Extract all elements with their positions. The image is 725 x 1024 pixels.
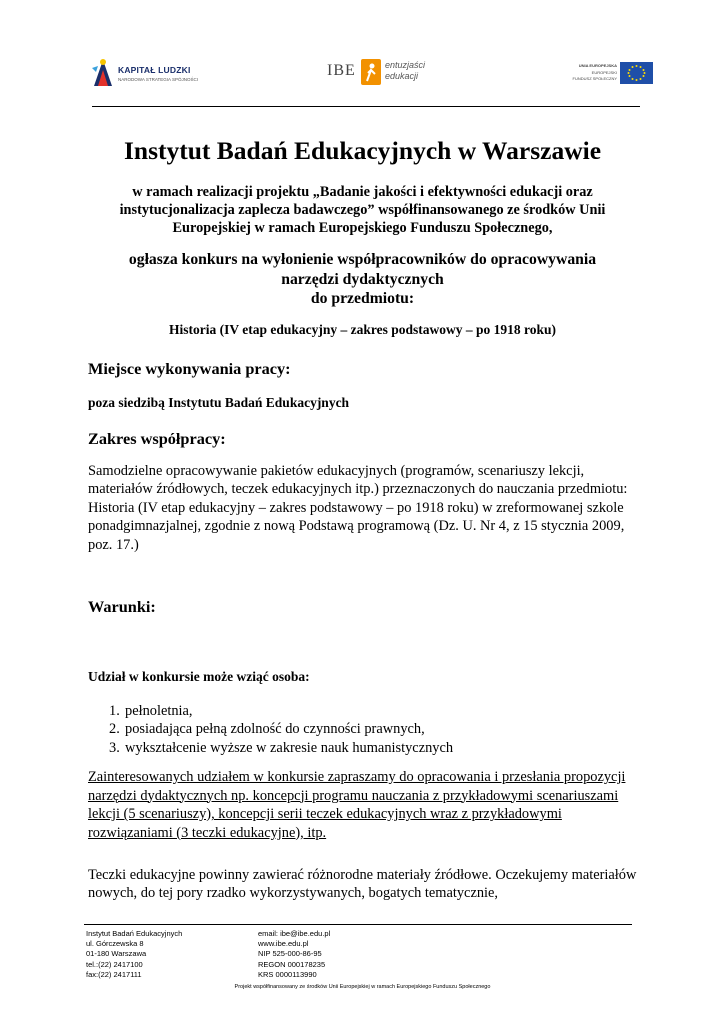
list-item: [88, 702, 588, 720]
list-item-number: 2.: [109, 721, 120, 738]
kapital-ludzki-tagline: NARODOWA STRATEGIA SPÓJNOŚCI: [118, 77, 199, 82]
list-item-number: 3.: [109, 739, 120, 756]
eu-line-3: FUNDUSZ SPOŁECZNY: [572, 76, 617, 81]
section-heading-scope: Zakres współpracy:: [88, 429, 226, 448]
footer-city: 01-180 Warszawa: [86, 949, 147, 959]
footer-krs: KRS 0000113990: [258, 969, 317, 979]
list-item: [88, 739, 588, 757]
eu-logo: [556, 60, 653, 88]
announcement-line-1: ogłasza konkurs na wyłonienie współpracowników do opracowywania: [128, 251, 597, 268]
section-text-place: poza siedzibą Instytutu Badań Edukacyjnych: [88, 395, 350, 410]
page-title: Instytut Badań Edukacyjnych w Warszawie: [123, 136, 602, 165]
funding-note: Projekt współfinansowany ze środków Unii Europejskiej w ramach Europejskiego Funduszu Społecznego: [234, 984, 491, 990]
kapital-ludzki-name: KAPITAŁ LUDZKI: [118, 65, 191, 75]
eu-flag-icon: [620, 62, 653, 84]
section-text-scope: Samodzielne opracowywanie pakietów edukacyjnych (programów, scenariuszy lekcji, materiałów źródłowych, teczek edukacyjnych itp.) przeznaczonych do nauczania przedmiotu: Historia (IV etap edukacyjny – zakres podstawowy – po 1918 roku) w zreformowanej szkole ponadgimnazjalnej, zgodnie z nową Podstawą programową (Dz. U. Nr 4, z 15 stycznia 2009, poz. 17.): [88, 463, 628, 553]
announcement-line-3: do przedmiotu:: [310, 290, 415, 307]
eligibility-intro: Udział w konkursie może wziąć osoba:: [88, 669, 310, 684]
ibe-figure-icon: [361, 59, 381, 85]
announcement: [100, 250, 625, 309]
eu-line-1: UNIA EUROPEJSKA: [578, 63, 617, 68]
section-heading-conditions: Warunki:: [88, 597, 156, 616]
footer-contact: [258, 929, 330, 980]
conditions-list: [88, 702, 588, 757]
list-item-number: 1.: [109, 703, 120, 719]
footer-phone: tel.:(22) 2417100: [86, 959, 143, 969]
subject-line: Historia (IV etap edukacyjny – zakres podstawowy – po 1918 roku): [168, 322, 557, 337]
list-item: [88, 720, 588, 738]
footer-institution: Instytut Badań Edukacyjnych: [86, 929, 183, 938]
footer-fax: fax:(22) 2417111: [86, 969, 142, 979]
eu-line-2: EUROPEJSKI: [591, 70, 617, 75]
ibe-tagline-2: edukacji: [385, 71, 419, 81]
list-item-text: pełnoletnia,: [125, 703, 193, 719]
footer-street: ul. Górczewska 8: [86, 939, 144, 949]
kapital-ludzki-logo: [92, 56, 202, 90]
footer-divider: [84, 924, 632, 925]
footer-nip: NIP 525-000-86-95: [258, 949, 322, 959]
ibe-acronym: IBE: [327, 62, 356, 79]
footer-regon: REGON 000178235: [258, 959, 326, 969]
header-divider: [92, 106, 640, 107]
ibe-tagline-1: entuzjaści: [385, 60, 426, 70]
footer-address: [86, 929, 182, 980]
section-heading-place: Miejsce wykonywania pracy:: [88, 359, 291, 378]
footer-website: www.ibe.edu.pl: [258, 939, 309, 949]
announcement-line-2: narzędzi dydaktycznych: [281, 270, 444, 288]
footer-email: email: ibe@ibe.edu.pl: [258, 929, 331, 938]
ibe-logo: [327, 56, 437, 90]
invitation-text: Zainteresowanych udziałem w konkursie zapraszamy do opracowania i przesłania propozycji narzędzi dydaktycznych np. koncepcji programu nauczania z przykładowymi scenariuszami lekcji (5 scenariuszy), koncepcji serii teczek edukacyjnych wraz z przykładowymi rozwiązaniami (3 teczki edukacyjne), itp.: [88, 769, 626, 841]
list-item-text: wykształcenie wyższe w zakresie nauk humanistycznych: [125, 739, 454, 756]
list-item-text: posiadająca pełną zdolność do czynności prawnych,: [125, 721, 425, 738]
kapital-ludzki-icon: [92, 56, 114, 88]
project-intro: w ramach realizacji projektu „Badanie jakości i efektywności edukacji oraz instytucjonalizacja zaplecza badawczego” współfinansowanego ze środków Unii Europejskiej w ramach Europejskiego Funduszu Społecznego,: [119, 184, 606, 236]
portfolio-requirements-text: Teczki edukacyjne powinny zawierać różnorodne materiały źródłowe. Oczekujemy materiałów nowych, do tej pory rzadko wykorzystywanych, bogatych tematycznie,: [88, 867, 637, 902]
